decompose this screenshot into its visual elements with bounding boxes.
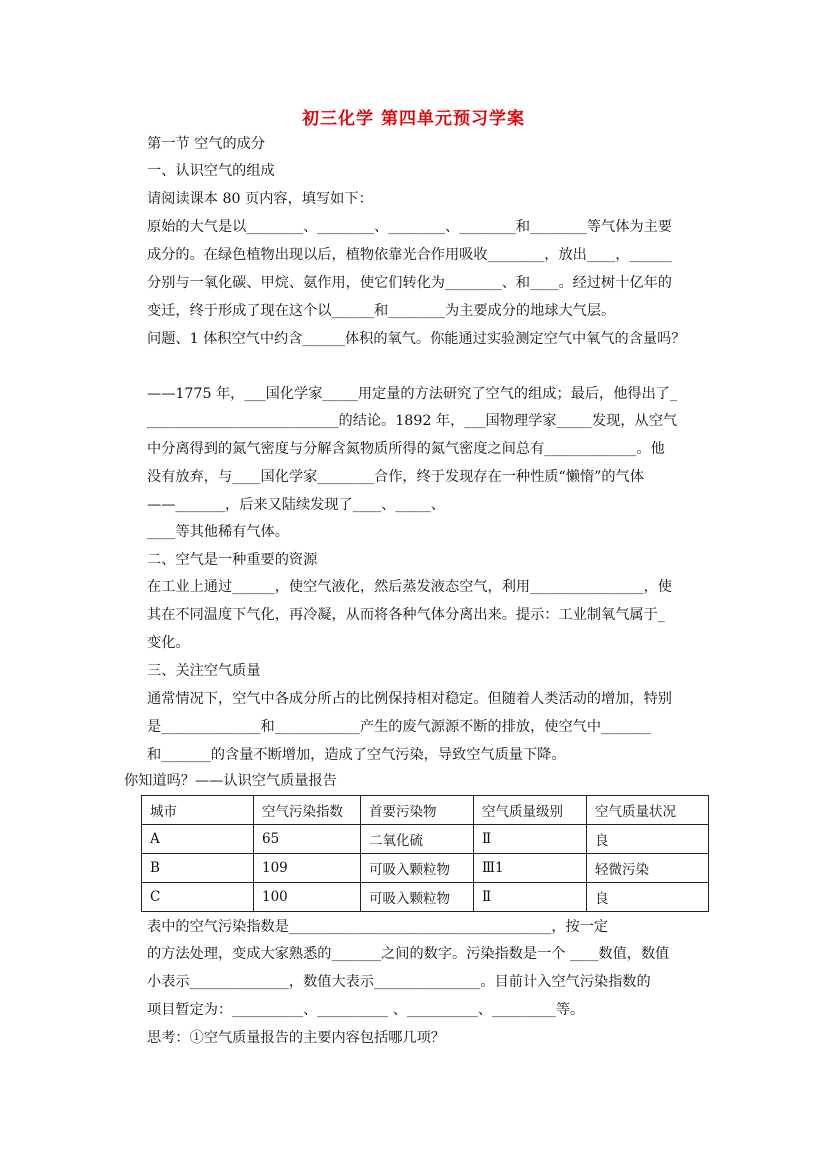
table-cell: Ⅱ xyxy=(474,883,587,912)
paragraph-line: 请阅读课本 80 页内容，填写如下： xyxy=(147,191,373,207)
paragraph-line: 的方法处理，变成大家熟悉的_______之间的数字。污染指数是一个 ____数值，数值 xyxy=(147,946,670,962)
table-header-cell: 空气质量级别 xyxy=(474,796,587,825)
table-cell: A xyxy=(142,825,254,854)
table-cell: 100 xyxy=(254,883,361,912)
question-line: 思考：①空气质量报告的主要内容包括哪几项？ xyxy=(147,1030,445,1046)
paragraph-line: ——1775 年，___国化学家_____用定量的方法研究了空气的组成；最后，他得出了_ xyxy=(147,386,678,402)
section-heading: 第一节 空气的成分 xyxy=(147,136,266,152)
page-title: 初三化学 第四单元预习学案 xyxy=(302,109,525,129)
table-cell: Ⅲ1 xyxy=(474,854,587,883)
table-cell: 109 xyxy=(254,854,361,883)
subsection-heading: 二、空气是一种重要的资源 xyxy=(147,552,318,568)
table-header-cell: 空气质量状况 xyxy=(587,796,709,825)
table-cell: B xyxy=(142,854,254,883)
table-row xyxy=(142,883,709,912)
paragraph-line: 分别与一氧化碳、甲烷、氨作用，使它们转化为________、和____。经过树十亿年的 xyxy=(147,275,672,291)
table-header-cell: 空气污染指数 xyxy=(254,796,361,825)
table-row xyxy=(142,854,709,883)
table-cell: 轻微污染 xyxy=(587,854,709,883)
paragraph-line: 成分的。在绿色植物出现以后，植物依靠光合作用吸收________，放出____，______ xyxy=(147,247,672,263)
paragraph-line: 原始的大气是以________、________、________、________和________等气体为主要 xyxy=(147,219,672,235)
table-row xyxy=(142,825,709,854)
paragraph-line: ——_______，后来又陆续发现了____、_____、 xyxy=(147,497,445,513)
paragraph-line: 是______________和____________产生的废气源源不断的排放，使空气中_______ xyxy=(147,719,651,735)
paragraph-line: 在工业上通过______，使空气液化，然后蒸发液态空气，利用________________，使 xyxy=(147,579,672,595)
table-cell: 可吸入颗粒物 xyxy=(361,883,474,912)
table-cell: 良 xyxy=(587,825,709,854)
table-header-cell: 城市 xyxy=(142,796,254,825)
table-caption: 你知道吗？——认识空气质量报告 xyxy=(124,773,337,789)
paragraph-line: 项目暂定为：__________、__________ 、__________、_________等。 xyxy=(147,1002,585,1018)
table-cell: C xyxy=(142,883,254,912)
paragraph-line: 通常情况下，空气中各成分所占的比例保持相对稳定。但随着人类活动的增加，特别 xyxy=(147,691,672,707)
paragraph-line: 中分离得到的氮气密度与分解含氮物质所得的氮气密度之间总有_____________。他 xyxy=(147,441,665,457)
table-header-cell: 首要污染物 xyxy=(361,796,474,825)
subsection-heading: 一、认识空气的组成 xyxy=(147,163,275,179)
paragraph-line: 变迁，终于形成了现在这个以______和________为主要成分的地球大气层。 xyxy=(147,303,616,319)
question-line: 问题、1 体积空气中约含______体积的氧气。你能通过实验测定空气中氧气的含量吗？ xyxy=(147,331,686,347)
paragraph-line: 表中的空气污染指数是_____________________________________，按一定 xyxy=(147,919,609,935)
paragraph-line: 其在不同温度下气化，再冷凝，从而将各种气体分离出来。提示：工业制氧气属于_ xyxy=(147,607,665,623)
table-cell: 二氧化硫 xyxy=(361,825,474,854)
table-cell: 可吸入颗粒物 xyxy=(361,854,474,883)
table-cell: 65 xyxy=(254,825,361,854)
table-cell: 良 xyxy=(587,883,709,912)
table-header-row xyxy=(142,796,709,825)
table-cell: Ⅱ xyxy=(474,825,587,854)
paragraph-line: ____等其他稀有气体。 xyxy=(147,524,289,540)
air-quality-table xyxy=(141,795,709,912)
subsection-heading: 三、关注空气质量 xyxy=(147,663,261,679)
paragraph-line: 小表示______________，数值大表示_______________。目前计入空气污染指数的 xyxy=(147,974,651,990)
paragraph-line: 变化。 xyxy=(147,635,190,651)
paragraph-line: ___________________________的结论。1892 年，___国物理学家_____发现，从空气 xyxy=(147,413,678,429)
paragraph-line: 和_______的含量不断增加，造成了空气污染，导致空气质量下降。 xyxy=(147,747,566,763)
paragraph-line: 没有放弃，与____国化学家________合作，终于发现存在一种性质“懒惰”的气体 xyxy=(147,469,644,485)
